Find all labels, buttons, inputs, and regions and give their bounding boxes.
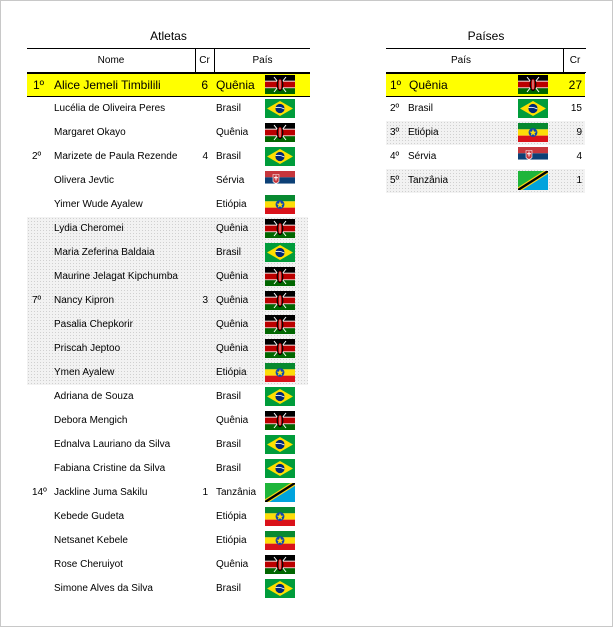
tanzania-flag-icon xyxy=(265,483,295,502)
header-cr: Cr xyxy=(199,55,210,66)
table-row xyxy=(27,481,308,505)
country-name: Tanzânia xyxy=(408,175,449,186)
ethiopia-flag-icon xyxy=(265,363,295,382)
table-row xyxy=(27,241,308,265)
cr-value xyxy=(197,433,208,457)
table-row xyxy=(27,385,308,409)
table-row xyxy=(27,217,308,241)
cr-value xyxy=(197,505,208,529)
athlete-name: Pasalia Chepkorir xyxy=(54,319,133,330)
athlete-name: Margaret Okayo xyxy=(54,127,126,138)
country-name: Quênia xyxy=(216,223,249,234)
table-row xyxy=(27,361,308,385)
kenya-flag-icon xyxy=(265,315,295,334)
brazil-flag-icon xyxy=(265,147,295,166)
athlete-name: Debora Mengich xyxy=(54,415,128,426)
header-country: País xyxy=(252,55,273,66)
cr-value: 15 xyxy=(570,103,582,114)
cr-value xyxy=(197,313,208,337)
countries-header xyxy=(386,48,586,73)
table-row xyxy=(27,73,310,97)
athlete-name: Adriana de Souza xyxy=(54,391,134,402)
athlete-name: Alice Jemeli Timbilili xyxy=(54,78,161,92)
kenya-flag-icon xyxy=(265,339,295,358)
table-row xyxy=(27,577,308,601)
country-name: Etiópia xyxy=(216,367,247,378)
athlete-name: Marizete de Paula Rezende xyxy=(54,151,178,162)
rank: 1º xyxy=(33,78,45,92)
table-row xyxy=(27,337,308,361)
athlete-name: Fabiana Cristine da Silva xyxy=(54,463,166,474)
country-name: Brasil xyxy=(216,391,242,402)
country-name: Etiópia xyxy=(216,199,247,210)
country-name: Quênia xyxy=(216,415,249,426)
table-row xyxy=(27,265,308,289)
country-name: Quênia xyxy=(216,78,255,92)
table-row xyxy=(27,121,308,145)
athlete-name: Ymen Ayalew xyxy=(54,367,115,378)
kenya-flag-icon xyxy=(265,75,295,94)
athlete-name: Simone Alves da Silva xyxy=(54,583,153,594)
cr-value xyxy=(197,577,208,601)
table-row xyxy=(27,145,308,169)
table-row xyxy=(27,409,308,433)
kenya-flag-icon xyxy=(265,291,295,310)
cr-value xyxy=(197,361,208,385)
athlete-name: Jackline Juma Sakilu xyxy=(54,487,148,498)
country-name: Etiópia xyxy=(216,511,247,522)
country-name: Sérvia xyxy=(408,151,437,162)
cr-value xyxy=(197,169,208,193)
rank: 5º xyxy=(390,175,400,186)
athlete-name: Lucélia de Oliveira Peres xyxy=(54,103,166,114)
cr-value xyxy=(197,121,208,145)
country-name: Quênia xyxy=(216,295,249,306)
brazil-flag-icon xyxy=(265,579,295,598)
athlete-name: Ednalva Lauriano da Silva xyxy=(54,439,171,450)
cr-value: 3 xyxy=(202,295,208,306)
cr-value: 9 xyxy=(576,127,582,138)
country-name: Quênia xyxy=(216,559,249,570)
athlete-name: Nancy Kipron xyxy=(54,295,115,306)
cr-value xyxy=(197,553,208,577)
kenya-flag-icon xyxy=(265,411,295,430)
athletes-header xyxy=(27,48,310,73)
rank: 3º xyxy=(390,127,400,138)
table-row xyxy=(386,97,585,121)
country-name: Quênia xyxy=(216,343,249,354)
athlete-name: Lydia Cheromei xyxy=(54,223,124,234)
country-name: Quênia xyxy=(409,78,448,92)
table-row xyxy=(386,169,585,193)
athlete-name: Netsanet Kebele xyxy=(54,535,128,546)
table-row xyxy=(27,193,308,217)
country-name: Brasil xyxy=(216,463,242,474)
rank: 4º xyxy=(390,151,400,162)
table-row xyxy=(27,313,308,337)
country-name: Brasil xyxy=(408,103,434,114)
cr-value xyxy=(197,529,208,553)
table-row xyxy=(27,97,308,121)
cr-value: 6 xyxy=(201,78,208,92)
rank: 2º xyxy=(390,103,400,114)
rank: 2º xyxy=(32,151,42,162)
tanzania-flag-icon xyxy=(518,171,548,190)
country-name: Sérvia xyxy=(216,175,245,186)
header-name: Nome xyxy=(97,55,125,66)
cr-value xyxy=(197,385,208,409)
rank: 1º xyxy=(390,78,402,92)
kenya-flag-icon xyxy=(265,123,295,142)
athlete-name: Olivera Jevtic xyxy=(54,175,115,186)
table-row xyxy=(27,529,308,553)
serbia-flag-icon xyxy=(518,147,548,166)
kenya-flag-icon xyxy=(265,555,295,574)
cr-value xyxy=(197,337,208,361)
country-name: Brasil xyxy=(216,583,242,594)
table-row xyxy=(27,457,308,481)
brazil-flag-icon xyxy=(265,459,295,478)
cr-value: 4 xyxy=(202,151,208,162)
table-row xyxy=(27,433,308,457)
athlete-name: Maurine Jelagat Kipchumba xyxy=(54,271,178,282)
cr-value xyxy=(197,409,208,433)
athlete-name: Rose Cheruiyot xyxy=(54,559,123,570)
cr-value xyxy=(197,241,208,265)
brazil-flag-icon xyxy=(265,99,295,118)
cr-value xyxy=(197,193,208,217)
cr-value: 27 xyxy=(568,78,582,92)
country-name: Etiópia xyxy=(408,127,439,138)
country-name: Quênia xyxy=(216,319,249,330)
athlete-name: Priscah Jeptoo xyxy=(54,343,121,354)
table-row xyxy=(386,121,585,145)
rank: 14º xyxy=(32,487,47,498)
ethiopia-flag-icon xyxy=(265,195,295,214)
brazil-flag-icon xyxy=(265,243,295,262)
table-row xyxy=(27,505,308,529)
athlete-name: Kebede Gudeta xyxy=(54,511,125,522)
brazil-flag-icon xyxy=(518,99,548,118)
cr-value: 1 xyxy=(202,487,208,498)
athlete-name: Yimer Wude Ayalew xyxy=(54,199,143,210)
cr-value: 4 xyxy=(576,151,582,162)
country-name: Quênia xyxy=(216,271,249,282)
cr-value xyxy=(197,265,208,289)
table-row xyxy=(386,145,585,169)
ethiopia-flag-icon xyxy=(265,507,295,526)
countries-title: Países xyxy=(467,29,505,43)
brazil-flag-icon xyxy=(265,435,295,454)
header-cr: Cr xyxy=(569,55,581,66)
cr-value xyxy=(197,97,208,121)
rank: 7º xyxy=(32,295,42,306)
athlete-name: Maria Zeferina Baldaia xyxy=(54,247,155,258)
table-row xyxy=(27,169,308,193)
table-row xyxy=(27,289,308,313)
country-name: Brasil xyxy=(216,439,242,450)
cr-value: 1 xyxy=(576,175,582,186)
kenya-flag-icon xyxy=(518,75,548,94)
athletes-title: Atletas xyxy=(150,29,187,43)
country-name: Brasil xyxy=(216,247,242,258)
cr-value xyxy=(197,217,208,241)
country-name: Etiópia xyxy=(216,535,247,546)
country-name: Brasil xyxy=(216,103,242,114)
table-row xyxy=(386,73,585,97)
brazil-flag-icon xyxy=(265,387,295,406)
table-row xyxy=(27,553,308,577)
country-name: Tanzânia xyxy=(216,487,257,498)
country-name: Brasil xyxy=(216,151,242,162)
ethiopia-flag-icon xyxy=(265,531,295,550)
ethiopia-flag-icon xyxy=(518,123,548,142)
header-country: País xyxy=(450,55,471,66)
serbia-flag-icon xyxy=(265,171,295,190)
cr-value xyxy=(197,457,208,481)
country-name: Quênia xyxy=(216,127,249,138)
kenya-flag-icon xyxy=(265,267,295,286)
kenya-flag-icon xyxy=(265,219,295,238)
